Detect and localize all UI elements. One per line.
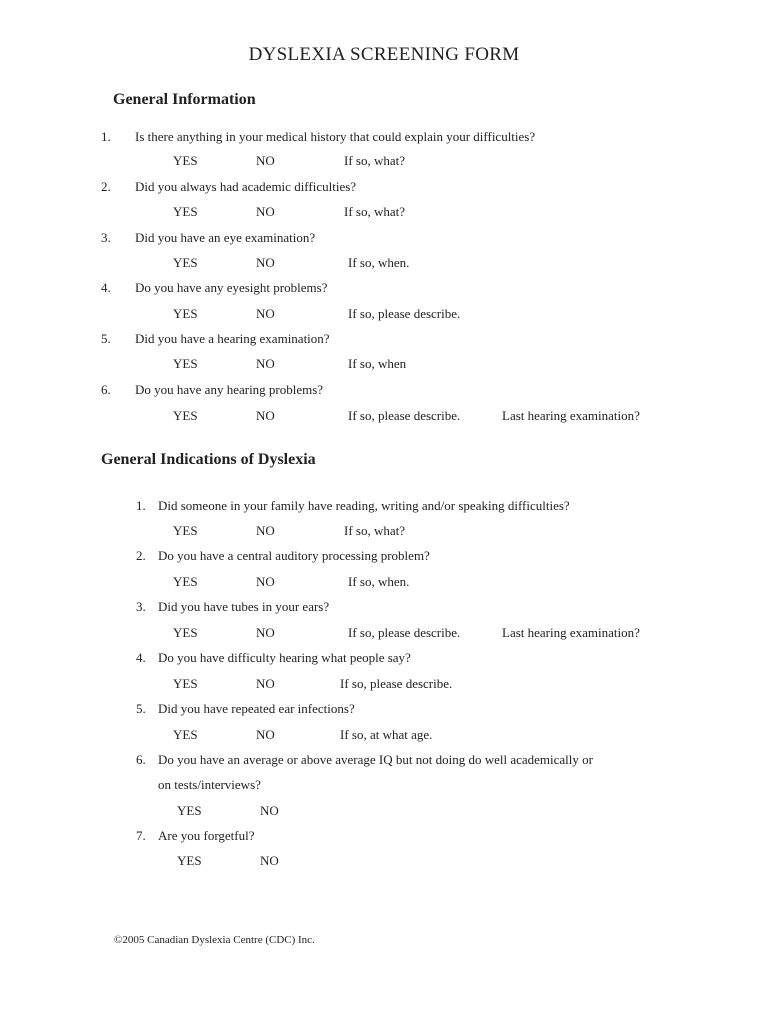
- question-number: 7.: [136, 828, 146, 843]
- yes-option[interactable]: YES: [173, 356, 198, 371]
- question-number: 5.: [136, 701, 146, 716]
- no-option[interactable]: NO: [256, 574, 275, 589]
- yes-option[interactable]: YES: [173, 408, 198, 423]
- section-heading-general-information: General Information: [113, 91, 256, 108]
- no-option[interactable]: NO: [256, 676, 275, 691]
- no-option[interactable]: NO: [256, 306, 275, 321]
- yes-option[interactable]: YES: [173, 676, 198, 691]
- question-text: Did you have an eye examination?: [135, 230, 316, 245]
- last-exam-prompt: Last hearing examination?: [502, 408, 640, 423]
- question-number: 3.: [101, 230, 111, 245]
- question-text: Did someone in your family have reading, writing and/or speaking difficulties?: [158, 498, 570, 513]
- yes-option[interactable]: YES: [173, 625, 198, 640]
- followup-prompt: If so, please describe.: [348, 408, 461, 423]
- question-text: Do you have difficulty hearing what people say?: [158, 650, 411, 665]
- followup-prompt: If so, at what age.: [340, 727, 433, 742]
- question-text-continued: on tests/interviews?: [158, 777, 261, 792]
- question-number: 2.: [101, 179, 111, 194]
- question-text: Did you have repeated ear infections?: [158, 701, 355, 716]
- question-text: Do you have a central auditory processing problem?: [158, 548, 430, 563]
- question-number: 4.: [136, 650, 146, 665]
- no-option[interactable]: NO: [260, 803, 279, 818]
- question-text: Are you forgetful?: [158, 828, 255, 843]
- question-text: Did you have tubes in your ears?: [158, 599, 330, 614]
- question-number: 6.: [101, 382, 111, 397]
- no-option[interactable]: NO: [260, 853, 279, 868]
- yes-option[interactable]: YES: [173, 523, 198, 538]
- question-number: 1.: [136, 498, 146, 513]
- followup-prompt: If so, what?: [344, 204, 406, 219]
- section-heading-general-indications: General Indications of Dyslexia: [101, 451, 316, 468]
- followup-prompt: If so, please describe.: [348, 306, 461, 321]
- no-option[interactable]: NO: [256, 408, 275, 423]
- no-option[interactable]: NO: [256, 153, 275, 168]
- question-text: Do you have any hearing problems?: [135, 382, 324, 397]
- question-number: 1.: [101, 129, 111, 144]
- no-option[interactable]: NO: [256, 727, 275, 742]
- question-number: 3.: [136, 599, 146, 614]
- followup-prompt: If so, when: [348, 356, 407, 371]
- yes-option[interactable]: YES: [177, 853, 202, 868]
- yes-option[interactable]: YES: [173, 574, 198, 589]
- question-number: 5.: [101, 331, 111, 346]
- followup-prompt: If so, please describe.: [340, 676, 453, 691]
- followup-prompt: If so, what?: [344, 523, 406, 538]
- question-text: Is there anything in your medical history that could explain your difficulties?: [135, 129, 536, 144]
- question-number: 2.: [136, 548, 146, 563]
- form-title: DYSLEXIA SCREENING FORM: [248, 44, 520, 65]
- question-number: 4.: [101, 280, 111, 295]
- yes-option[interactable]: YES: [173, 204, 198, 219]
- no-option[interactable]: NO: [256, 255, 275, 270]
- yes-option[interactable]: YES: [173, 727, 198, 742]
- question-text: Do you have an average or above average IQ but not doing do well academically or: [158, 752, 593, 767]
- question-number: 6.: [136, 752, 146, 767]
- last-exam-prompt: Last hearing examination?: [502, 625, 640, 640]
- yes-option[interactable]: YES: [173, 255, 198, 270]
- copyright-footer: ©2005 Canadian Dyslexia Centre (CDC) Inc.: [114, 934, 315, 946]
- no-option[interactable]: NO: [256, 204, 275, 219]
- question-text: Did you always had academic difficulties?: [135, 179, 357, 194]
- yes-option[interactable]: YES: [177, 803, 202, 818]
- no-option[interactable]: NO: [256, 356, 275, 371]
- question-text: Did you have a hearing examination?: [135, 331, 330, 346]
- followup-prompt: If so, what?: [344, 153, 406, 168]
- question-text: Do you have any eyesight problems?: [135, 280, 328, 295]
- no-option[interactable]: NO: [256, 625, 275, 640]
- yes-option[interactable]: YES: [173, 306, 198, 321]
- followup-prompt: If so, when.: [348, 255, 410, 270]
- no-option[interactable]: NO: [256, 523, 275, 538]
- followup-prompt: If so, please describe.: [348, 625, 461, 640]
- yes-option[interactable]: YES: [173, 153, 198, 168]
- followup-prompt: If so, when.: [348, 574, 410, 589]
